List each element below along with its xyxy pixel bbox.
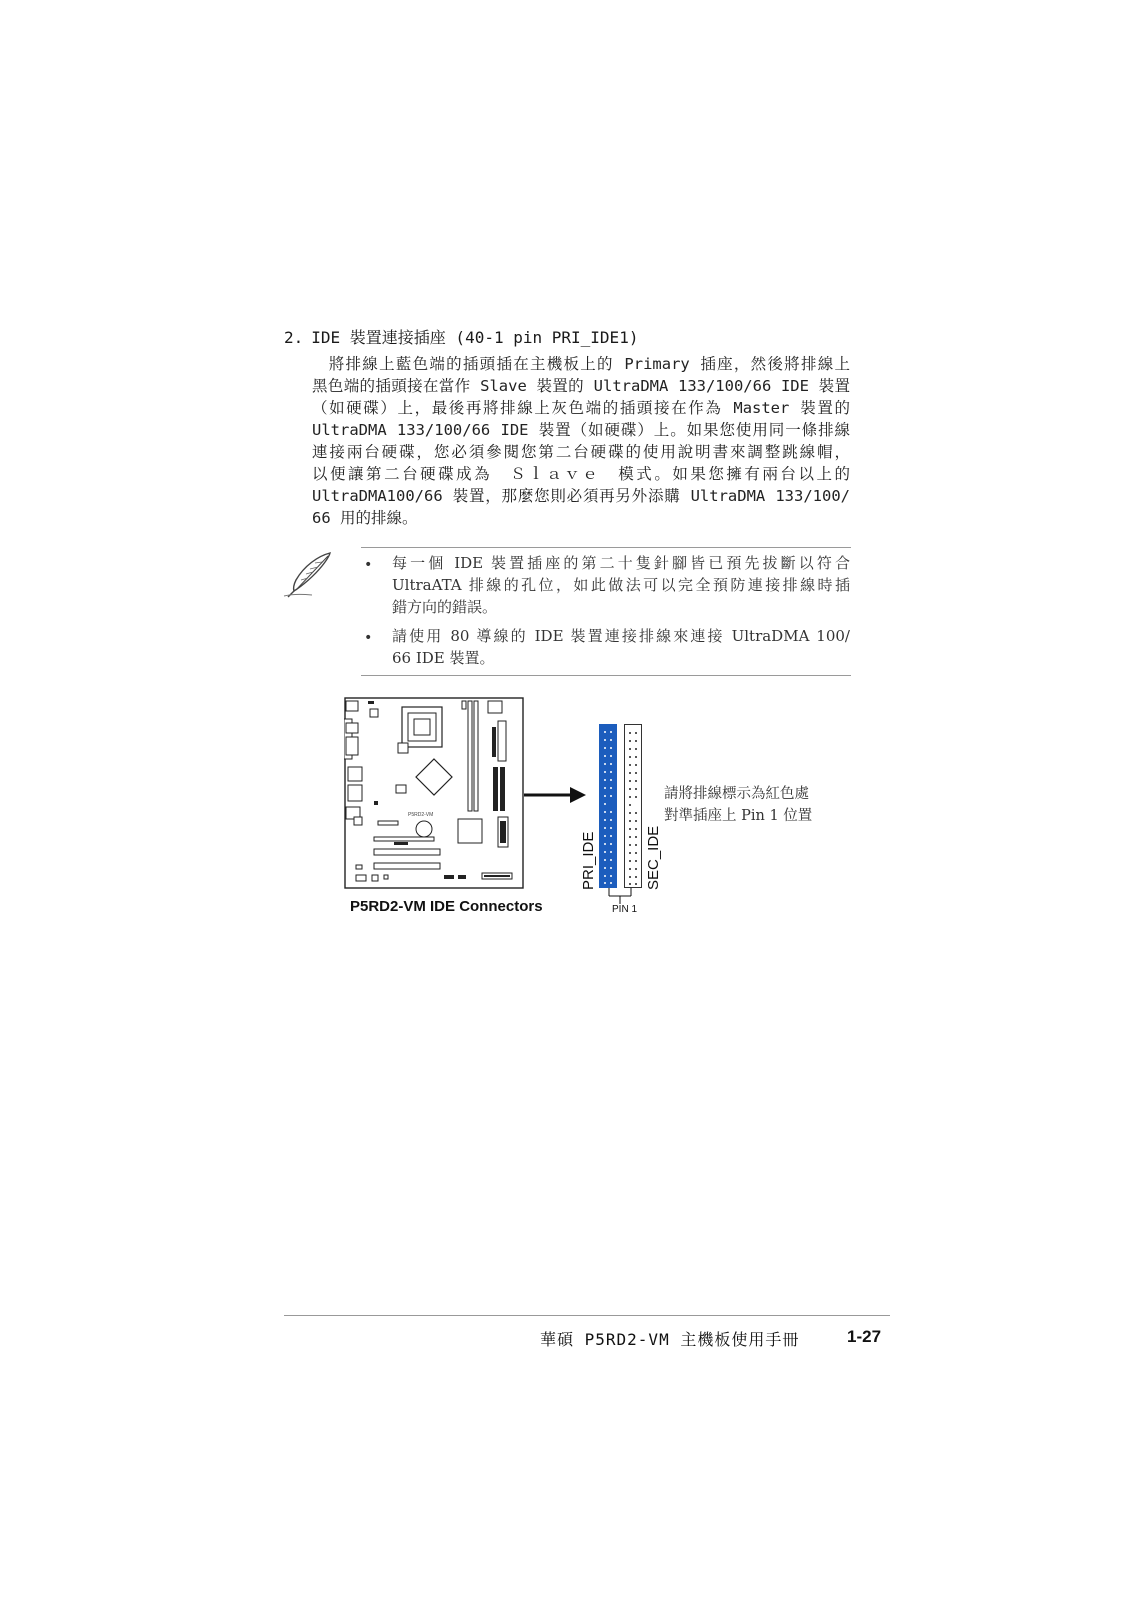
arrow-right-icon bbox=[524, 786, 586, 804]
note-text bbox=[392, 625, 850, 669]
section-number: 2. bbox=[284, 328, 304, 347]
paragraph-line: 連接兩台硬碟，您必須參閱您第二台硬碟的使用說明書來調整跳線帽， bbox=[312, 443, 850, 461]
footer-title: 華碩 P5RD2-VM 主機板使用手冊 bbox=[540, 1330, 800, 1349]
note-line: 每一個 IDE 裝置插座的第二十隻針腳皆已預先拔斷以符合 bbox=[392, 554, 850, 572]
paragraph-line: UltraDMA 133/100/66 IDE 裝置（如硬碟）上。如果您使用同一條排線 bbox=[312, 421, 850, 439]
pin1-label: PIN 1 bbox=[612, 904, 638, 915]
pin-rows-icon bbox=[602, 728, 614, 884]
paragraph-line: （如硬碟）上，最後再將排線上灰色端的插頭接在作為 Master 裝置的 bbox=[312, 399, 850, 417]
motherboard-layout-diagram bbox=[344, 697, 524, 889]
pin1-callout bbox=[664, 783, 812, 827]
paragraph-line: 黑色端的插頭接在當作 Slave 裝置的 UltraDMA 133/100/66 IDE 裝置 bbox=[312, 377, 850, 395]
paragraph-line: 66 用的排線。 bbox=[312, 509, 418, 527]
note-line: 66 IDE 裝置。 bbox=[392, 649, 495, 667]
pri-ide-label: PRI_IDE bbox=[580, 831, 597, 890]
pin-rows-icon bbox=[627, 729, 639, 885]
pin1-leader-lines bbox=[607, 888, 637, 904]
paragraph-line: 以便讓第二台硬碟成為 Ｓｌａｖｅ 模式。如果您擁有兩台以上的 bbox=[312, 465, 850, 483]
footer-rule bbox=[284, 1315, 890, 1316]
section-title: IDE 裝置連接插座 (40-1 pin PRI_IDE1) bbox=[311, 328, 639, 347]
sec-ide-label: SEC_IDE bbox=[645, 825, 662, 890]
section-heading bbox=[284, 325, 638, 348]
pri-ide-connector bbox=[599, 724, 617, 888]
body-paragraph bbox=[312, 353, 850, 529]
note-line: 請使用 80 導線的 IDE 裝置連接排線來連接 UltraDMA 100/ bbox=[392, 627, 850, 645]
feather-pen-icon bbox=[282, 550, 336, 600]
note-top-rule bbox=[361, 547, 851, 548]
note-text bbox=[392, 552, 850, 618]
figure-caption: P5RD2-VM IDE Connectors bbox=[350, 898, 543, 915]
note-bullet: • bbox=[364, 630, 373, 646]
callout-line: 對準插座上 Pin 1 位置 bbox=[664, 808, 813, 824]
sec-ide-connector bbox=[624, 724, 642, 888]
note-bullet: • bbox=[364, 557, 373, 573]
paragraph-line: 將排線上藍色端的插頭插在主機板上的 Primary 插座，然後將排線上 bbox=[312, 355, 850, 373]
note-bottom-rule bbox=[361, 675, 851, 676]
page-number: 1-27 bbox=[847, 1327, 882, 1346]
paragraph-line: UltraDMA100/66 裝置，那麼您則必須再另外添購 UltraDMA 133/100/ bbox=[312, 487, 850, 505]
note-line: UltraATA 排線的孔位，如此做法可以完全預防連接排線時插 bbox=[392, 576, 850, 594]
callout-line: 請將排線標示為紅色處 bbox=[664, 786, 809, 802]
board-silkscreen: P5RD2-VM bbox=[408, 812, 434, 818]
note-line: 錯方向的錯誤。 bbox=[392, 598, 498, 616]
